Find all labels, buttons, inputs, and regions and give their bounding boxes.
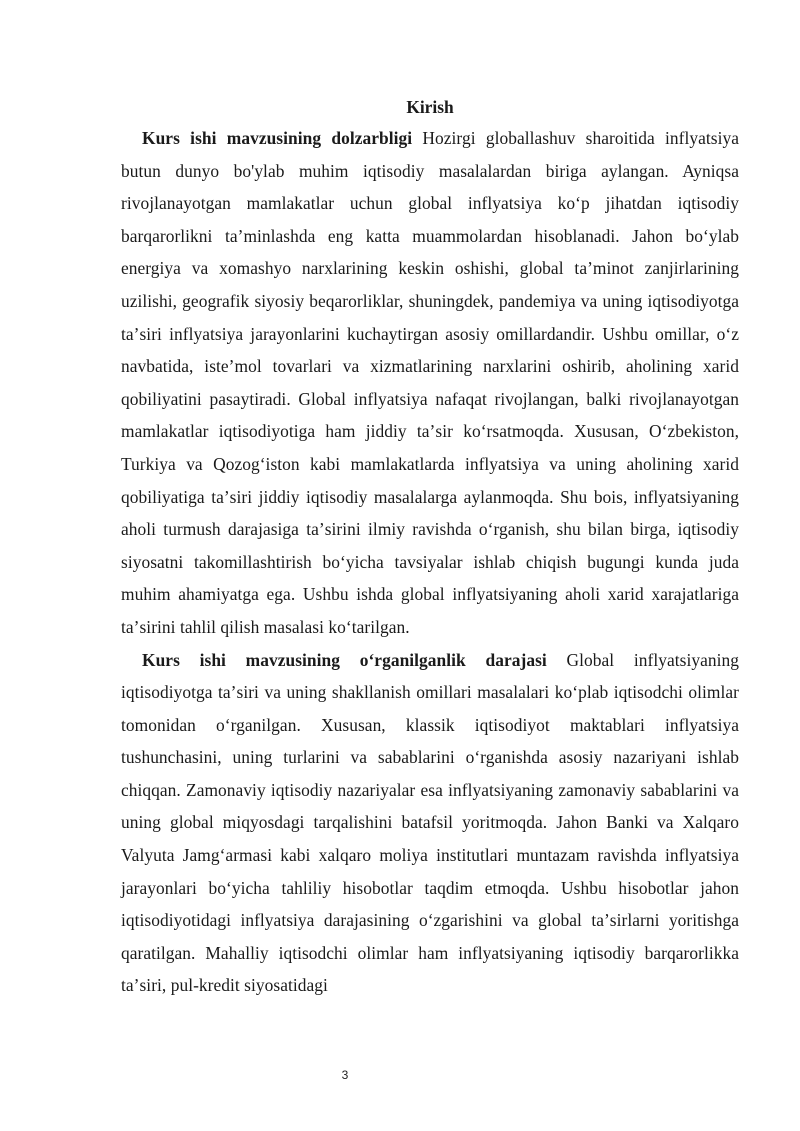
section-heading: Kirish [406, 97, 454, 117]
paragraph-lead: Kurs ishi mavzusining oʻrganilganlik darajasi [142, 649, 547, 670]
document-page [121, 92, 739, 1002]
paragraph-text: Hozirgi globallashuv sharoitida inflyatsiya butun dunyo bo'ylab muhim iqtisodiy masalalardan biriga aylangan. Ayniqsa rivojlanayotgan mamlakatlar uchun global inflyatsiya koʻp jihatdan iqtisodiy barqarorlikni taʼminlashda eng katta muammolardan hisoblanadi. Jahon boʻylab energiya va xomashyo narxlarining keskin oshishi, global taʼminot zanjirlarining uzilishi, geografik siyosiy beqarorliklar, shuningdek, pandemiya va uning iqtisodiyotga taʼsiri inflyatsiya jarayonlarini kuchaytirgan asosiy omillardandir. Ushbu omillar, oʻz navbatida, isteʼmol tovarlari va xizmatlarining narxlarini oshirib, aholining xarid qobiliyatini pasaytiradi. Global inflyatsiya nafaqat rivojlangan, balki rivojlanayotgan mamlakatlar iqtisodiyotiga ham jiddiy taʼsir koʻrsatmoqda. Xususan, Oʻzbekiston, Turkiya va Qozogʻiston kabi mamlakatlarda inflyatsiya va uning aholining xarid qobiliyatiga taʼsiri jiddiy iqtisodiy masalalarga aylanmoqda. Shu bois, inflyatsiyaning aholi turmush darajasiga taʼsirini ilmiy ravishda oʻrganish, shu bilan birga, iqtisodiy siyosatni takomillashtirish boʻyicha tavsiyalar ishlab chiqish bugungi kunda juda muhim ahamiyatga ega. Ushbu ishda global inflyatsiyaning aholi xarid xarajatlariga taʼsirini tahlil qilish masalasi koʻtarilgan. [121, 128, 739, 637]
paragraph-relevance [121, 122, 739, 644]
paragraph-text: Global inflyatsiyaning iqtisodiyotga taʼsiri va uning shakllanish omillari masalalari koʻplab iqtisodchi olimlar tomonidan oʻrganilgan. Xususan, klassik iqtisodiyot maktablari inflyatsiya tushunchasini, uning turlarini va sabablarini oʻrganishda asosiy nazariyani ishlab chiqqan. Zamonaviy iqtisodiy nazariyalar esa inflyatsiyaning zamonaviy sabablarini va uning global miqyosdagi tarqalishini batafsil yoritmoqda. Jahon Banki va Xalqaro Valyuta Jamgʻarmasi kabi xalqaro moliya institutlari muntazam ravishda inflyatsiya jarayonlari boʻyicha tahliliy hisobotlar taqdim etmoqda. Ushbu hisobotlar jahon iqtisodiyotidagi inflyatsiya darajasining oʻzgarishini va global taʼsirlarni yoritishga qaratilgan. Mahalliy iqtisodchi olimlar ham inflyatsiyaning iqtisodiy barqarorlikka taʼsiri, pul-kredit siyosatidagi [121, 649, 739, 996]
paragraph-study-degree [121, 644, 739, 1003]
paragraph-lead: Kurs ishi mavzusining dolzarbligi [142, 128, 413, 148]
page-number: 3 [341, 1068, 349, 1082]
